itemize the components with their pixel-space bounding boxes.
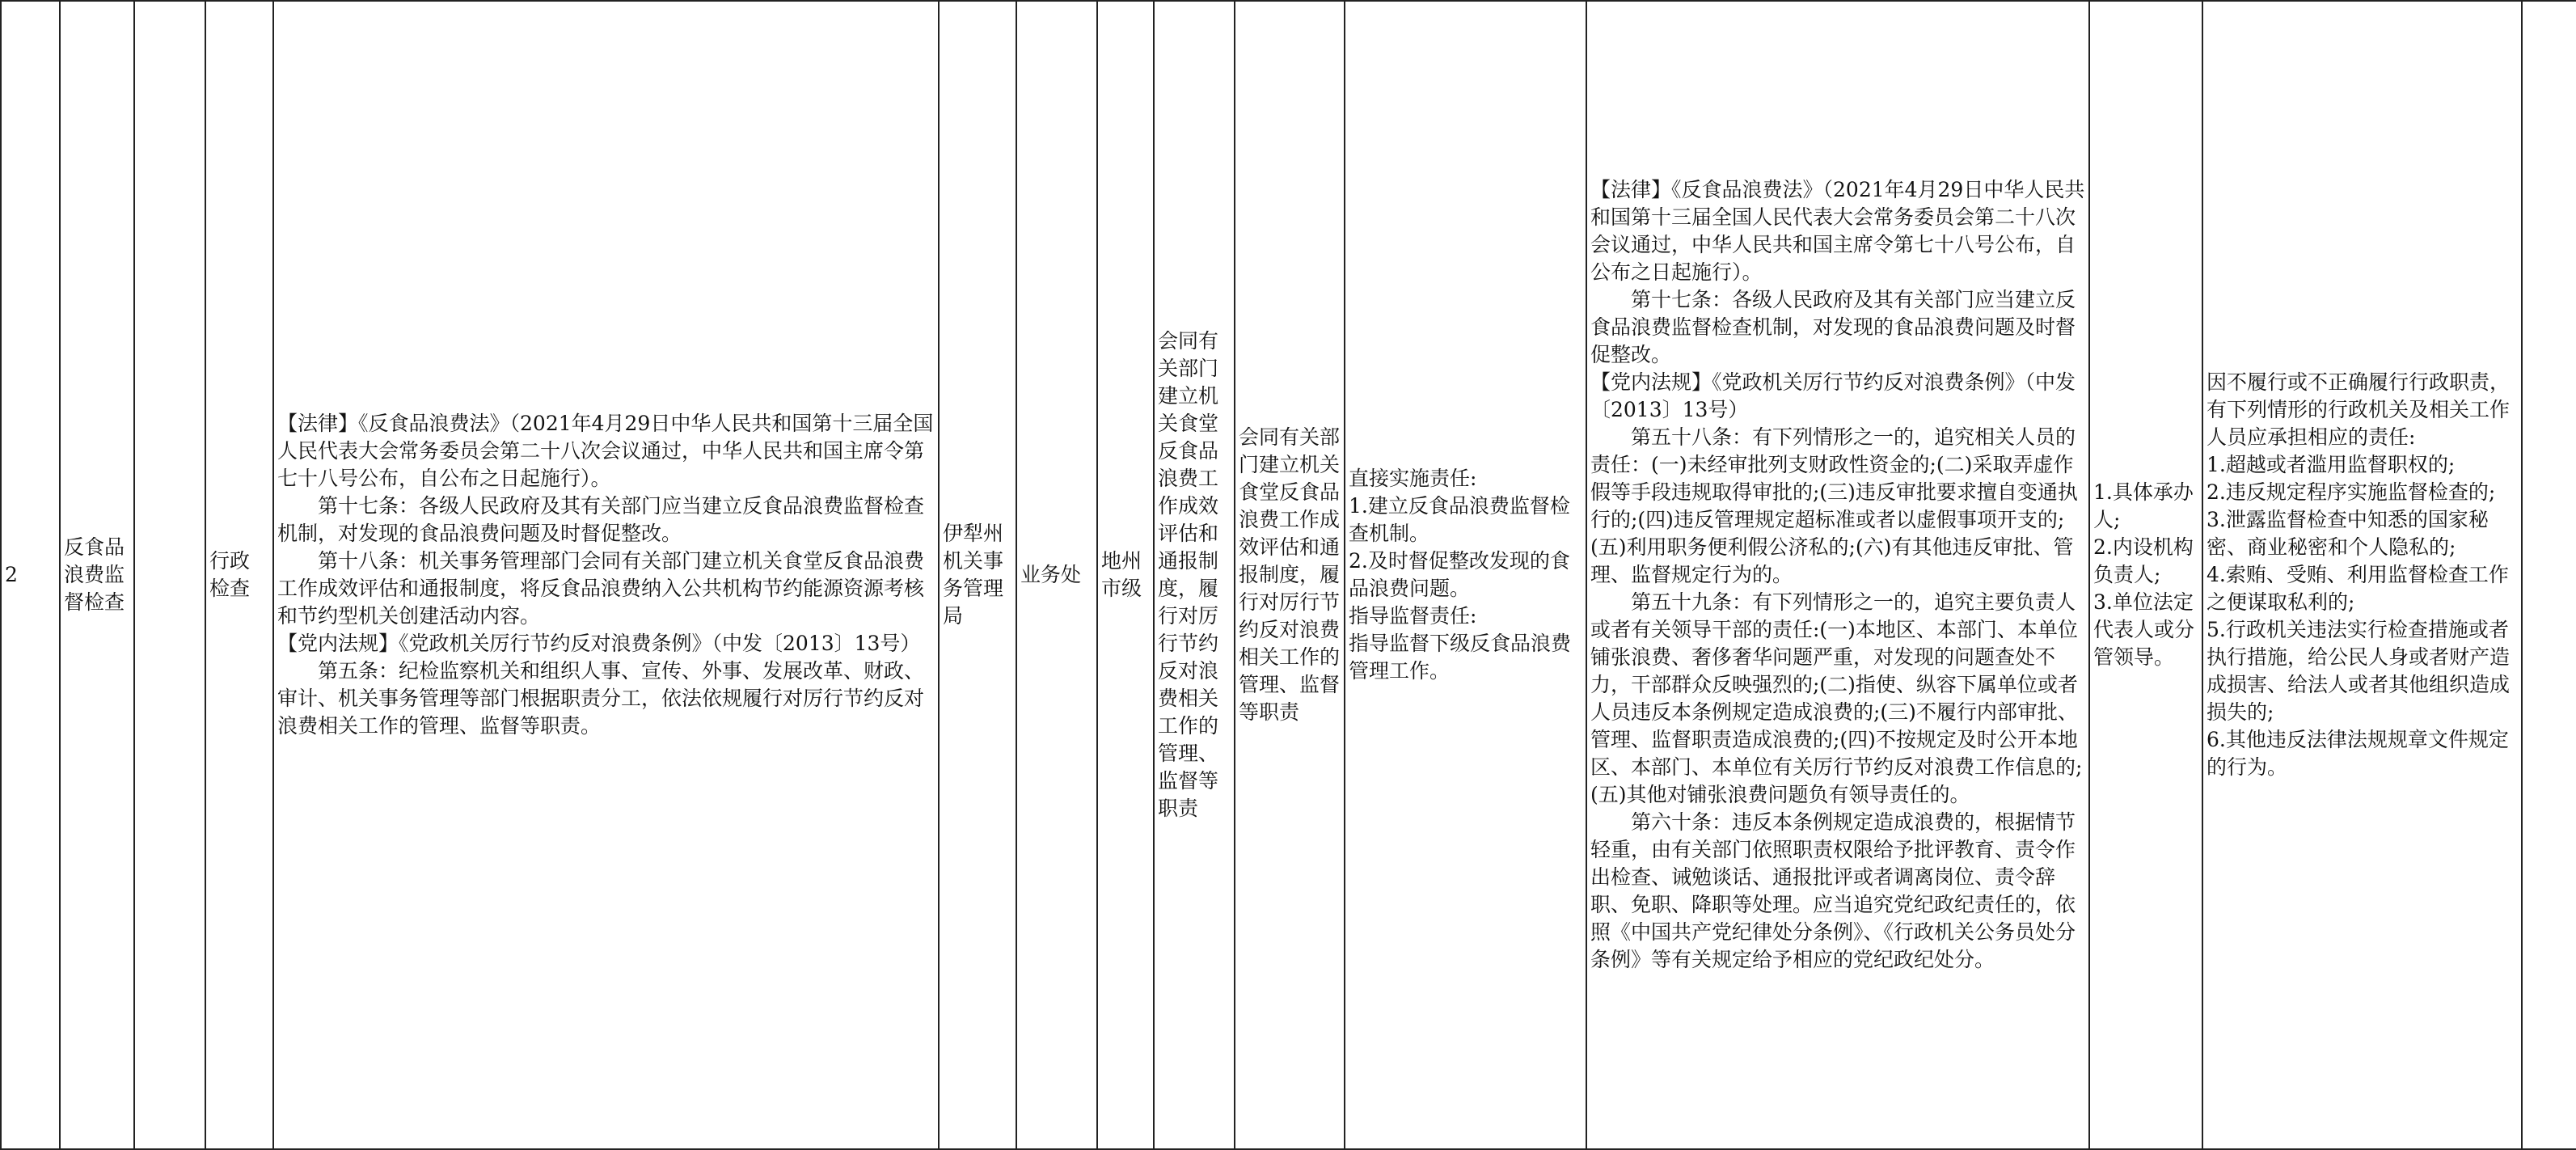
seq-number: 2 (5, 563, 18, 586)
basis-paragraph: 第五条：纪检监察机关和组织人事、宣传、外事、发展改革、财政、审计、机关事务管理等部门根据职责分工，依法依规履行对厉行节约反对浪费相关工作的管理、监督等职责。 (277, 659, 925, 738)
duty-line: 指导监督责任: (1349, 604, 1477, 628)
responsible-subjects-cell (2089, 1, 2202, 1149)
item-name: 反食品浪费监督检查 (64, 535, 125, 614)
responsibility-b-cell (1235, 1, 1345, 1149)
accountability-paragraph: 第五十九条：有下列情形之一的，追究主要负责人或者有关领导干部的责任:(一)本地区、本部门、本单位铺张浪费、奢侈奢华问题严重，对发现的问题查处不力，干部群众反映强烈的;(二)指使、纵容下属单位或者人员违反本条例规定造成浪费的;(三)不履行内部审批、管理、监督职责造成浪费的;(四)不按规定及时公开本地区、本部门、本单位有关厉行节约反对浪费工作信息的;(五)其他对铺张浪费问题负有领导责任的。 (1590, 590, 2083, 806)
sub-item-cell (134, 1, 205, 1149)
situation-line: 1.超越或者滥用监督职权的; (2206, 453, 2456, 476)
department: 伊犁州机关事务管理局 (943, 522, 1004, 628)
duty-line: 1.建立反食品浪费监督检查机制。 (1349, 494, 1570, 545)
item-name-cell (60, 1, 134, 1149)
department-cell (939, 1, 1016, 1149)
basis-paragraph: 【法律】《反食品浪费法》（2021年4月29日中华人民共和国第十三届全国人民代表大会常务委员会第二十八次会议通过，中华人民共和国主席令第七十八号公布，自公布之日起施行）。 (277, 412, 934, 490)
situation-line: 3.泄露监督检查中知悉的国家秘密、商业秘密和个人隐私的; (2206, 508, 2489, 559)
duty-line: 指导监督下级反食品浪费管理工作。 (1349, 632, 1572, 683)
accountability-paragraph: 第六十条：违反本条例规定造成浪费的，根据情节轻重，由有关部门依照职责权限给予批评教育、责令作出检查、诫勉谈话、通报批评或者调离岗位、责令辞职、免职、降职等处理。应当追究党纪政纪责任的，依照《中国共产党纪律处分条例》、《行政机关公务员处分条例》等有关规定给予相应的党纪政纪处分。 (1590, 810, 2076, 971)
category: 行政检查 (209, 549, 251, 600)
remark-cell (2522, 1, 2576, 1149)
accountability-situations-cell (2202, 1, 2522, 1149)
accountability-paragraph: 第五十八条：有下列情形之一的，追究相关人员的责任：(一)未经审批列支财政性资金的;(二)采取弄虚作假等手段违规取得审批的;(三)违反审批要求擅自变通执行的;(四)违反管理规定超标准或者以虚假事项开支的;(五)利用职务便利假公济私的;(六)有其他违反审批、管理、监督规定行为的。 (1590, 425, 2078, 586)
accountability-paragraph: 【党内法规】《党政机关厉行节约反对浪费条例》（中发〔2013〕13号） (1590, 370, 2076, 421)
responsibility-a: 会同有关部门建立机关食堂反食品浪费工作成效评估和通报制度，履行对厉行节约反对浪费相关工作的管理、监督等职责 (1158, 329, 1219, 820)
basis-paragraph: 第十八条：机关事务管理部门会同有关部门建立机关食堂反食品浪费工作成效评估和通报制度，将反食品浪费纳入公共机构节约能源资源考核和节约型机关创建活动内容。 (277, 549, 925, 628)
responsibility-a-cell (1154, 1, 1235, 1149)
level-cell (1097, 1, 1154, 1149)
office: 业务处 (1020, 563, 1082, 586)
situation-line: 因不履行或不正确履行行政职责，有下列情形的行政机关及相关工作人员应承担相应的责任: (2206, 370, 2511, 449)
subject-line: 2.内设机构负责人; (2093, 535, 2194, 586)
office-cell (1016, 1, 1097, 1149)
duty-line: 直接实施责任: (1349, 467, 1477, 490)
accountability-paragraph: 第十七条：各级人民政府及其有关部门应当建立反食品浪费监督检查机制，对发现的食品浪费问题及时督促整改。 (1590, 288, 2076, 366)
table-row (1, 1, 2576, 1149)
responsibility-b: 会同有关部门建立机关食堂反食品浪费工作成效评估和通报制度，履行对厉行节约反对浪费相关工作的管理、监督等职责 (1239, 425, 1341, 724)
category-cell (205, 1, 273, 1149)
accountability-basis-cell (1586, 1, 2089, 1149)
basis-cell (273, 1, 939, 1149)
duty-line: 2.及时督促整改发现的食品浪费问题。 (1349, 549, 1570, 600)
duties-cell (1345, 1, 1586, 1149)
situation-line: 4.索贿、受贿、利用监督检查工作之便谋取私利的; (2206, 563, 2509, 614)
basis-paragraph: 【党内法规】《党政机关厉行节约反对浪费条例》（中发〔2013〕13号） (277, 632, 921, 655)
basis-paragraph: 第十七条：各级人民政府及其有关部门应当建立反食品浪费监督检查机制，对发现的食品浪费问题及时督促整改。 (277, 494, 925, 545)
level: 地州市级 (1101, 549, 1142, 600)
situation-line: 6.其他违反法律法规规章文件规定的行为。 (2206, 728, 2509, 779)
subject-line: 1.具体承办人; (2093, 480, 2194, 531)
accountability-paragraph: 【法律】《反食品浪费法》（2021年4月29日中华人民共和国第十三届全国人民代表大会常务委员会第二十八次会议通过，中华人民共和国主席令第七十八号公布，自公布之日起施行）。 (1590, 178, 2085, 284)
seq-cell (1, 1, 60, 1149)
situation-line: 5.行政机关违法实行检查措施或者执行措施，给公民人身或者财产造成损害、给法人或者其他组织造成损失的; (2206, 618, 2511, 724)
subject-line: 3.单位法定代表人或分管领导。 (2093, 590, 2195, 669)
situation-line: 2.违反规定程序实施监督检查的; (2206, 480, 2496, 504)
